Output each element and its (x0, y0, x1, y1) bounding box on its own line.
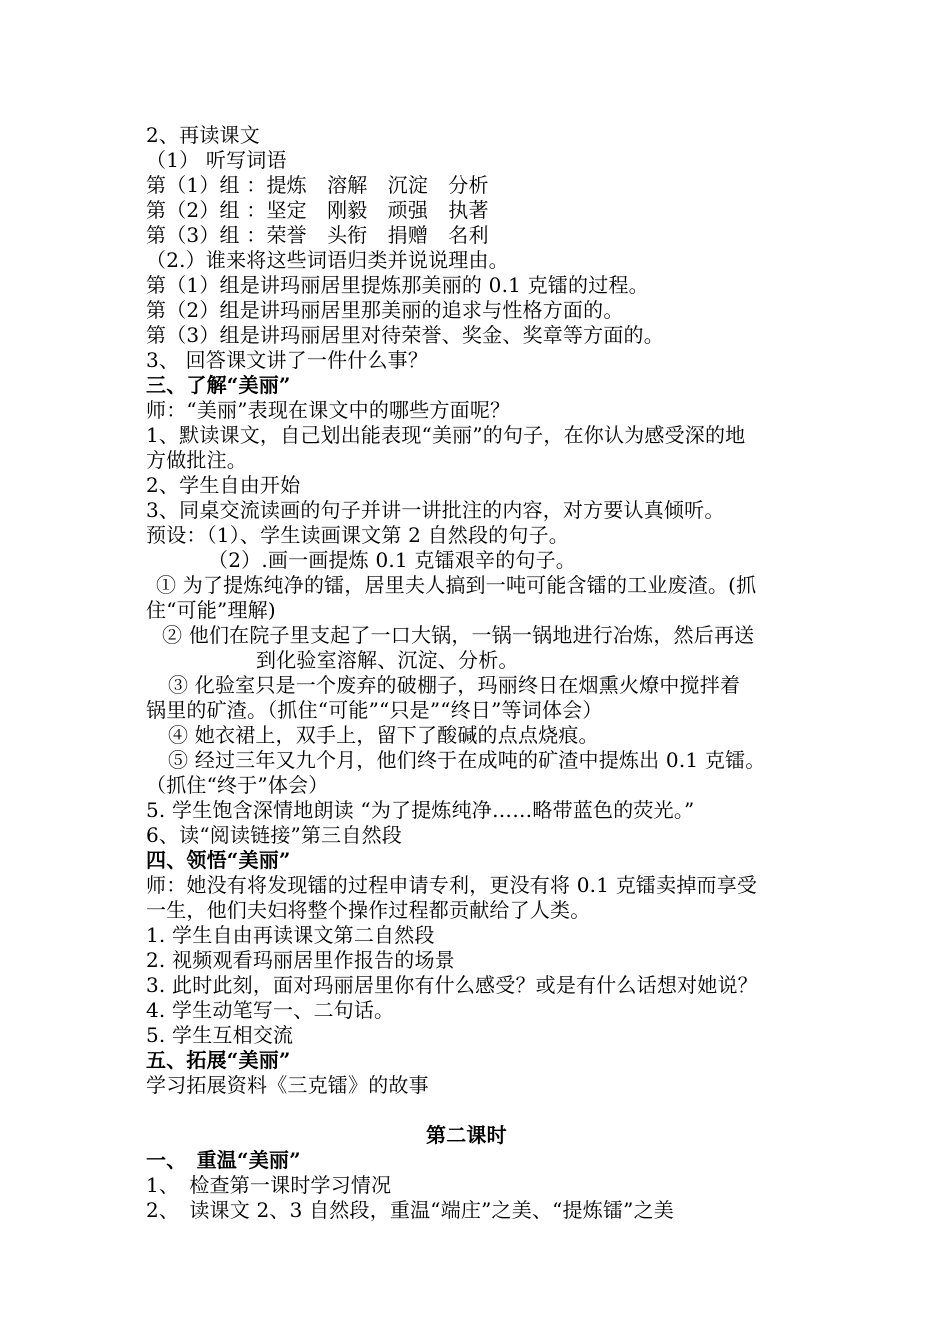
paragraph-line: 3、同桌交流读画的句子并讲一讲批注的内容，对方要认真倾听。 (146, 498, 725, 522)
list-item: ③ 化验室只是一个废弃的破棚子，玛丽终日在烟熏火燎中搅拌着 (168, 673, 741, 697)
list-item: ④ 她衣裙上，双手上，留下了酸碱的点点烧痕。 (168, 723, 599, 747)
paragraph-line: 3. 此时此刻，面对玛丽居里你有什么感受？或是有什么话想对她说？ (146, 973, 758, 997)
subheading: （2.）谁来将这些词语归类并说说理由。 (146, 248, 509, 272)
word-group-2: 第（2）组 ：坚定 刚毅 顽强 执著 (146, 198, 489, 222)
paragraph-line: 1、 检查第一课时学习情况 (146, 1173, 392, 1197)
paragraph-line: 5. 学生互相交流 (146, 1023, 294, 1047)
paragraph-line: 5. 学生饱含深情地朗读 “为了提炼纯净……略带蓝色的荧光。” (146, 798, 695, 822)
list-item: ② 他们在院子里支起了一口大锅，一锅一锅地进行冶炼，然后再送 (162, 623, 755, 647)
paragraph-line: 2. 视频观看玛丽居里作报告的场景 (146, 948, 455, 972)
paragraph-line: （2）.画一画提炼 0.1 克镭艰辛的句子。 (208, 548, 577, 572)
subheading: （1） 听写词语 (146, 148, 287, 172)
paragraph-line: 1. 学生自由再读课文第二自然段 (146, 923, 435, 947)
paragraph-line: 方做批注。 (146, 448, 247, 472)
paragraph-line: 锅里的矿渣。（抓住“可能”“只是”“终日”等词体会） (146, 698, 603, 722)
section-heading-1: 一、 重温“美丽” (146, 1148, 301, 1172)
lesson-title: 第二课时 (426, 1123, 507, 1147)
paragraph-line: 2、学生自由开始 (146, 473, 301, 497)
paragraph-line: 住“可能”理解) (146, 598, 276, 622)
paragraph-line: 1、默读课文，自己划出能表现“美丽”的句子，在你认为感受深的地 (146, 423, 746, 447)
section-heading-5: 五、拓展“美丽” (146, 1048, 291, 1072)
paragraph-line: 预设：（1）、学生读画课文第 2 自然段的句子。 (146, 523, 569, 547)
list-item: ⑤ 经过三年又九个月，他们终于在成吨的矿渣中提炼出 0.1 克镭。 (168, 748, 766, 772)
paragraph-line: 第（1）组是讲玛丽居里提炼那美丽的 0.1 克镭的过程。 (146, 273, 649, 297)
paragraph-line: 第（3）组是讲玛丽居里对待荣誉、奖金、奖章等方面的。 (146, 323, 664, 347)
paragraph-line: 师：“美丽”表现在课文中的哪些方面呢？ (146, 398, 511, 422)
section-heading-4: 四、领悟“美丽” (146, 848, 291, 872)
word-group-1: 第（1）组 ：提炼 溶解 沉淀 分析 (146, 173, 489, 197)
word-group-3: 第（3）组 ：荣誉 头衔 捐赠 名利 (146, 223, 489, 247)
paragraph-line: （抓住“终于”体会） (146, 773, 329, 797)
paragraph-line: 学习拓展资料《三克镭》的故事 (146, 1073, 429, 1097)
paragraph-line: 到化验室溶解、沉淀、分析。 (256, 648, 519, 672)
paragraph-line: 师：她没有将发现镭的过程申请专利，更没有将 0.1 克镭卖掉而享受 (146, 873, 758, 897)
list-item: ① 为了提炼纯净的镭，居里夫人搞到一吨可能含镭的工业废渣。(抓 (156, 573, 757, 597)
section-heading: 2、再读课文 (146, 123, 260, 147)
paragraph-line: 4. 学生动笔写一、二句话。 (146, 998, 395, 1022)
paragraph-line: 6、读“阅读链接”第三自然段 (146, 823, 402, 847)
section-heading-3: 三、了解“美丽” (146, 373, 291, 397)
paragraph-line: 2、 读课文 2、3 自然段，重温“端庄”之美、“提炼镭”之美 (146, 1198, 674, 1222)
paragraph-line: 第（2）组是讲玛丽居里那美丽的追求与性格方面的。 (146, 298, 624, 322)
paragraph-line: 一生，他们夫妇将整个操作过程都贡献给了人类。 (146, 898, 591, 922)
paragraph-line: 3、 回答课文讲了一件什么事？ (146, 348, 429, 372)
